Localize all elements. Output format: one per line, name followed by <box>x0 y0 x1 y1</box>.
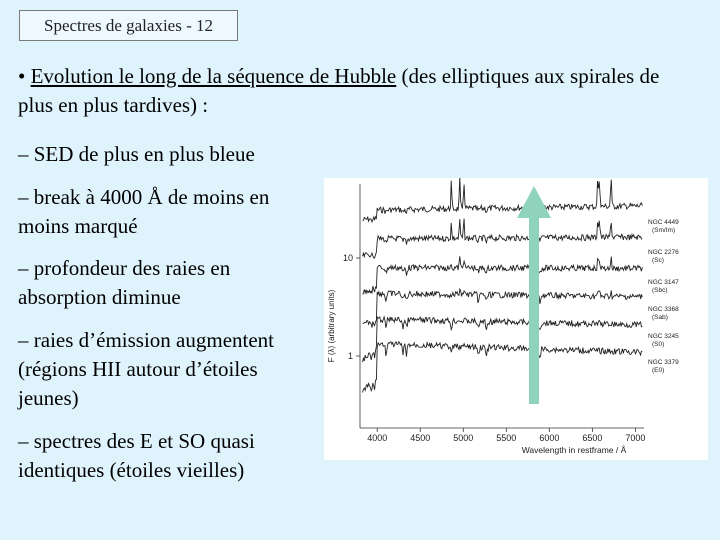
item-absorption-depth: – profondeur des raies en absorption diminue <box>18 256 231 309</box>
y-tick-label: 1 <box>347 351 353 361</box>
series-type-label: (Sm/Im) <box>652 227 676 234</box>
series-label: NGC 2276 <box>648 249 679 256</box>
spectrum-ngc-4449 <box>363 178 643 222</box>
slide-title: Spectres de galaxies - 12 <box>19 10 238 41</box>
x-tick-label: 6000 <box>539 433 560 443</box>
arrow-shaft <box>529 218 539 404</box>
intro-bullet <box>18 62 698 120</box>
chart-series-labels <box>648 219 679 374</box>
spectrum-ngc-3147 <box>363 256 643 294</box>
series-type-label: (Sab) <box>652 314 668 321</box>
x-tick-label: 5500 <box>496 433 517 443</box>
spectra-chart <box>324 178 708 460</box>
item-emission-lines: – raies d’émission augmentent (régions HII autour d’étoiles jeunes) <box>18 328 275 410</box>
item-break-4000: – break à 4000 Å de moins en moins marqué <box>18 185 270 238</box>
series-label: NGC 4449 <box>648 219 679 226</box>
spectrum-ngc-3245 <box>363 317 643 362</box>
x-tick-label: 7000 <box>625 433 646 443</box>
x-tick-label: 4500 <box>410 433 431 443</box>
x-tick-label: 6500 <box>582 433 603 443</box>
spectrum-ngc-3379 <box>363 342 643 393</box>
bullet-glyph: • <box>18 64 26 88</box>
series-label: NGC 3147 <box>648 279 679 286</box>
spectrum-ngc-2276 <box>363 219 643 258</box>
hubble-sequence-link[interactable]: Evolution le long de la séquence de Hubble <box>30 64 397 88</box>
series-type-label: (E0) <box>652 367 665 374</box>
spectra-figure <box>324 178 708 460</box>
y-axis-label: F (λ) (arbitrary units) <box>327 289 336 363</box>
series-type-label: (S0) <box>652 341 665 348</box>
series-label: NGC 3379 <box>648 359 679 366</box>
arrow-head <box>517 186 551 218</box>
series-label: NGC 3245 <box>648 333 679 340</box>
intro-rest-text: (des elliptiques aux spirales de plus en plus tardives) : <box>18 64 660 117</box>
x-axis-label: Wavelength in restframe / Å <box>521 445 627 455</box>
x-tick-label: 4000 <box>367 433 388 443</box>
series-label: NGC 3368 <box>648 306 679 313</box>
chart-series <box>363 178 643 393</box>
series-type-label: (Sc) <box>652 257 664 264</box>
item-sed: – SED de plus en plus bleue <box>18 142 255 166</box>
series-type-label: (Sbc) <box>652 287 668 294</box>
y-tick-label: 10 <box>342 253 353 263</box>
item-e-s0-spectra: – spectres des E et SO quasi identiques (étoiles vieilles) <box>18 429 255 482</box>
x-tick-label: 5000 <box>453 433 474 443</box>
chart-axes <box>343 184 645 443</box>
